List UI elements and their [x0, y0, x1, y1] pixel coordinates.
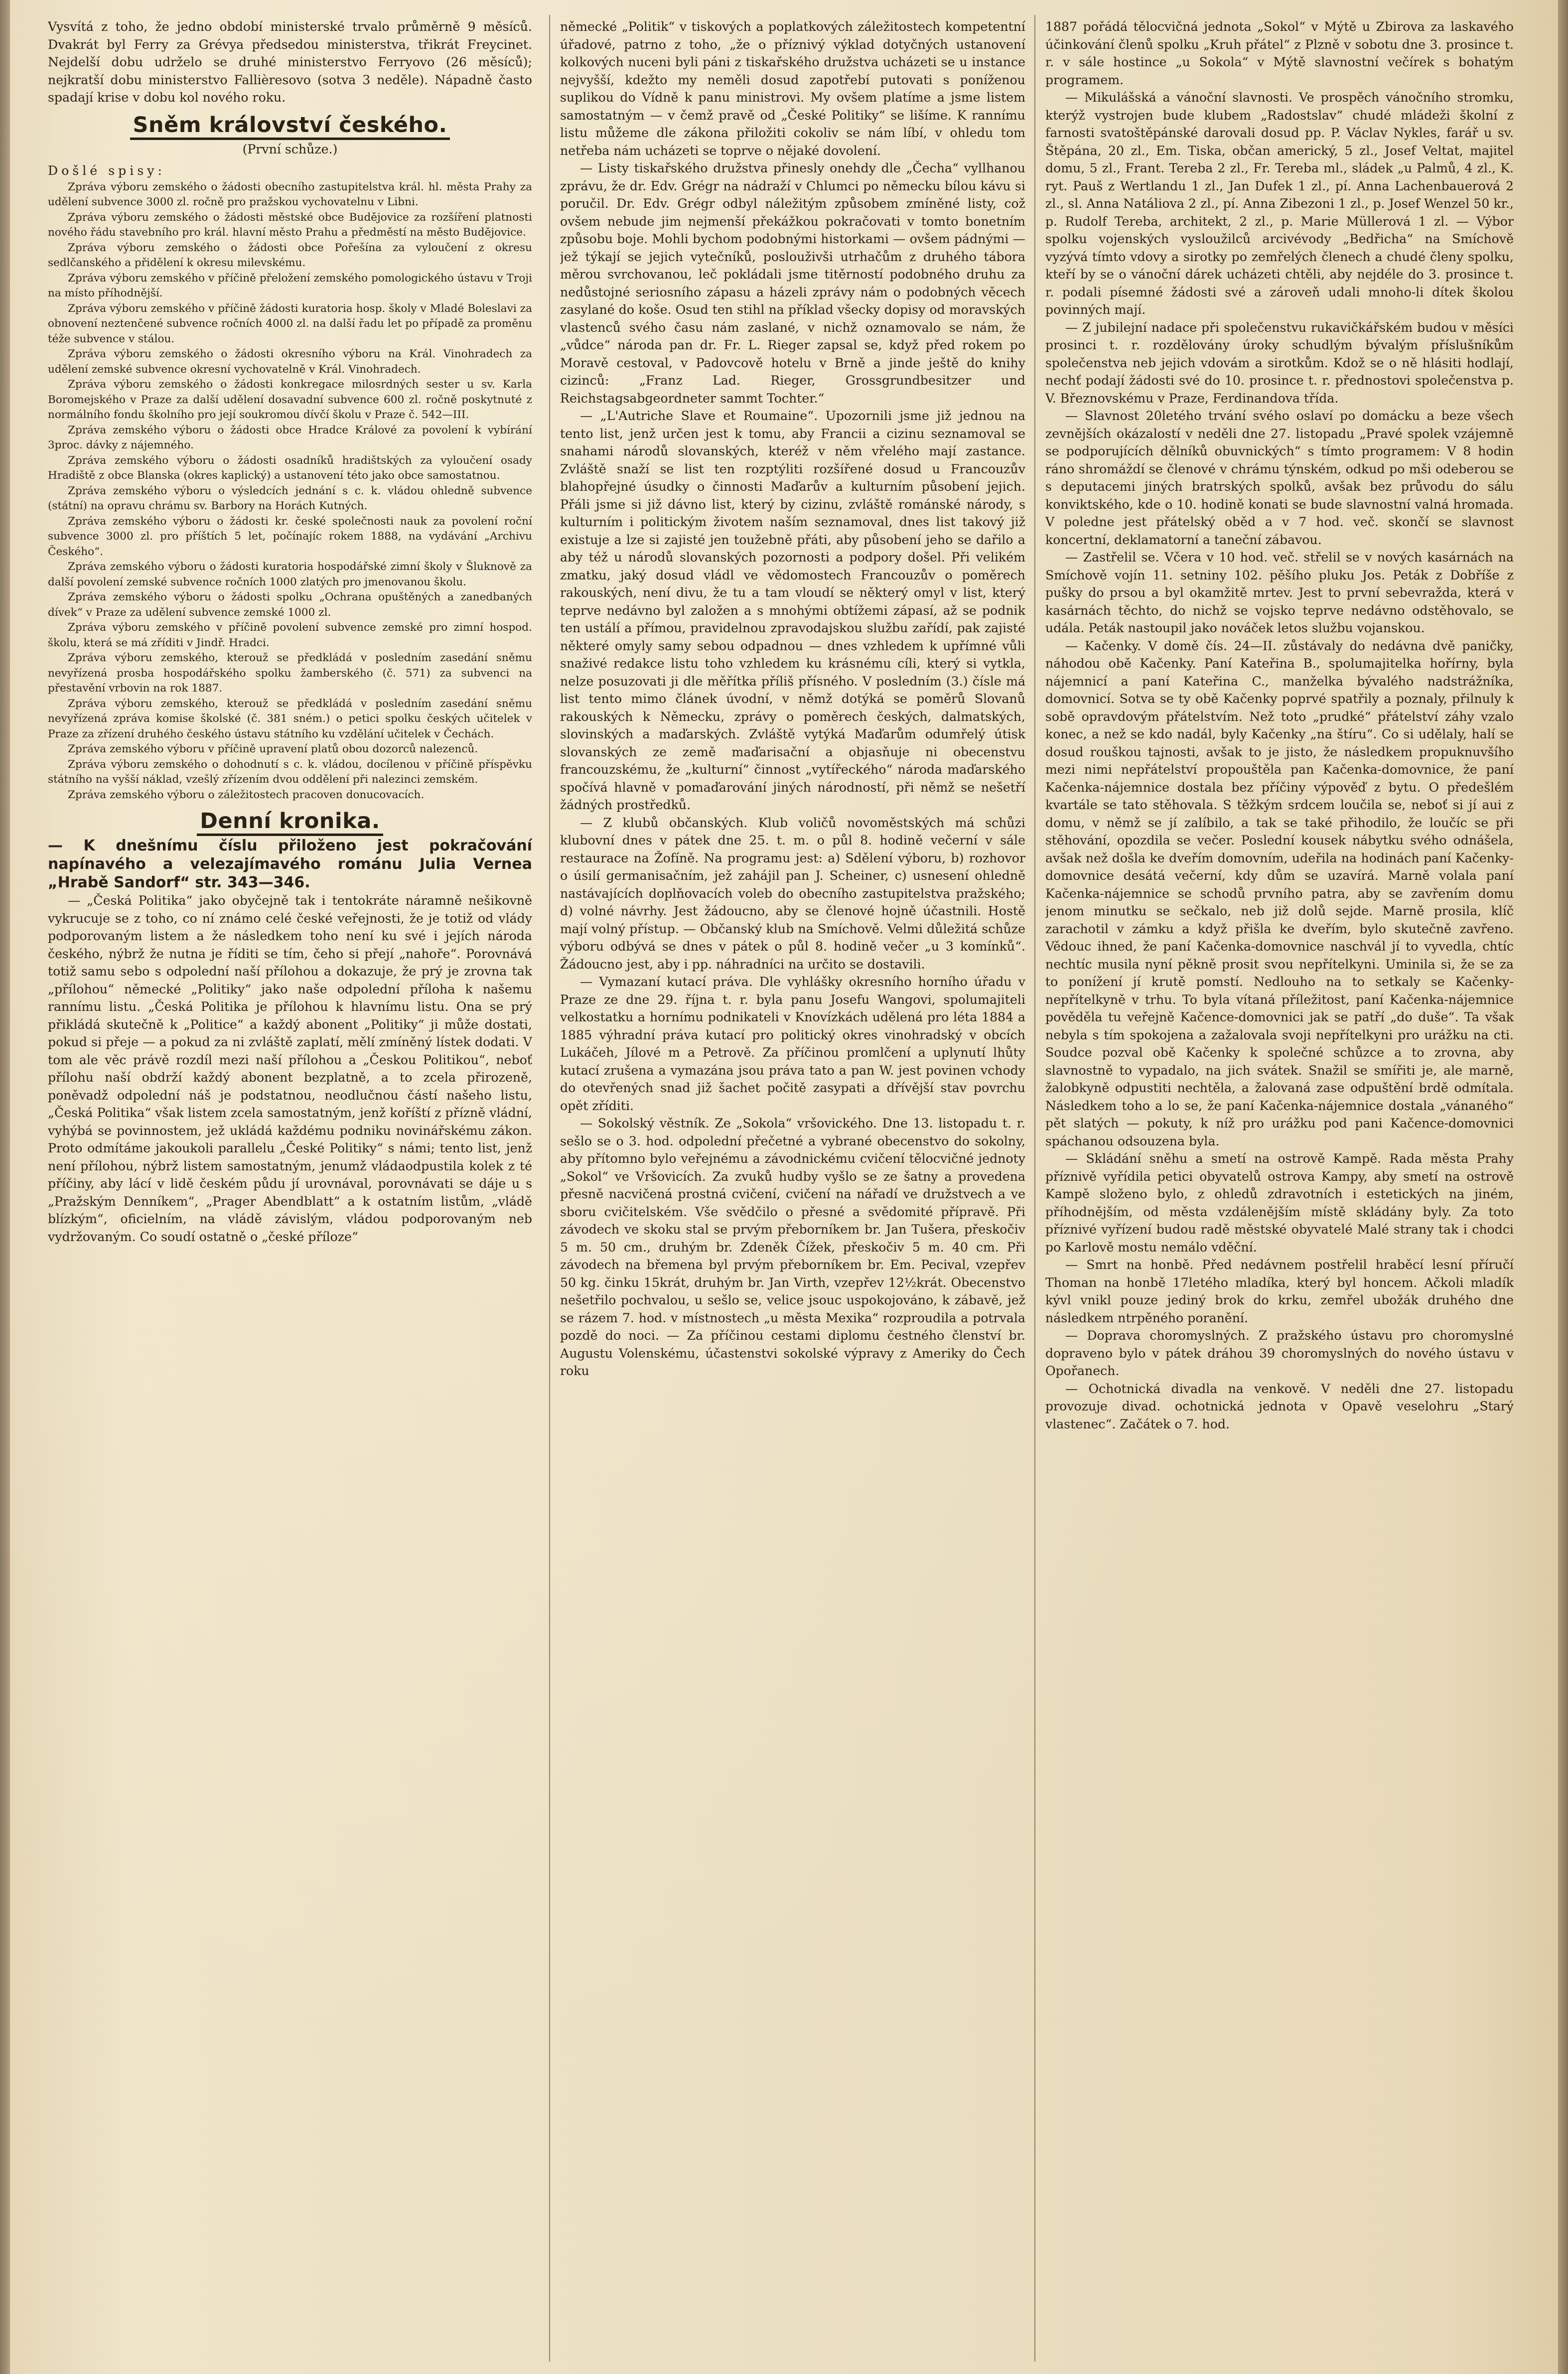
section-title [48, 808, 532, 835]
article-paragraph: německé „Politik“ v tiskových a poplatkových záležitostech kompetentní úřadové, patrno z toho, „že o příznivý výklad dotyčných ustanovení kolkových nuceni byli páni z tiskařského družstva ucházeti se u instance nejvyšší, kdežto my neměli dosud zapotřebí putovati s poníženou suplikou do Vídně k panu ministrovi. My ovšem platíme a jsme listem samostatným — v čemž pravě od „České Politiky“ se lišíme. K rannímu listu můžeme dle zákona přiložiti cokoliv se nám líbí, v ohledu tom netřeba nám ucházeti se toprve o nějaké dovolení. [560, 19, 1025, 158]
article-paragraph: Zpráva zemského výboru o žádosti kr. české společnosti nauk za povolení roční subvence 3000 zl. pro příštích 5 let, počínajíc rokem 1888, na vydávání „Archivu Českého“. [48, 515, 532, 558]
section-title-text: Denní kronika. [197, 809, 383, 836]
article-paragraph: Zpráva výboru zemského o žádosti obce Pořešína za vyloučení z okresu sedlčanského a přidělení k okresu milevskému. [48, 241, 532, 269]
article-paragraph: — „L'Autriche Slave et Roumaine“. Upozornili jsme již jednou na tento list, jenž určen jest k tomu, aby Francii a cizinu seznamoval se snahami národů slovanských, kteréž v něm vřelého mají zastance. Zvláště snaží se list ten rozptýliti rozšířené dosud u Francouzův blahopřejné úsudky o činnosti Maďarův a kulturním působení jejich. Přáli jsme si již dávno list, který by cizinu, zvláště románské národy, s kulturním i politickým životem naším seznamoval, dnes list takový již existuje a lze si zajisté jen toužebně přáti, aby působení jeho se dařilo a aby též u národů slovanských pozornosti a podpory došel. Při velikém zmatku, jaký dosud vládl ve vědomostech Francouzův o poměrech rakouských, není divu, že tu a tam vloudí se některý omyl v list, který teprve nedávno byl založen a s mnohými obtížemi zápasí, až se podnik ten ustálí a přímou, pravidelnou zpravodajskou službu zařídí, pak zajisté některé omyly samy sebou odpadnou — dnes vzhledem k upřímné vůli snaživé redakce listu toho vzhledem ku krásnému cíli, který si vytkla, nelze posuzovati ji dle měřítka příliš přísného. V posledním (3.) čísle má list tento mimo článek úvodní, v němž dotýká se poměrů Slovanů rakouských k Německu, zprávy o poměrech českých, dalmatských, slovinských a maďarských. Zvláště vytýká Maďarům odumřelý útisk slovanských ze země maďarisační a objasňuje ni obecenstvu francouzskému, že „kulturní“ činnost „vytířeckého“ národa maďarského spočívá hlavně v pomaďarování jiných národností, při němž se nešetří žádných prostředků. [560, 409, 1025, 812]
article-paragraph: — Skládání sněhu a smetí na ostrově Kampě. Rada města Prahy příznivě vyřídila petici obyvatelů ostrova Kampy, aby smetí na ostrově Kampě složeno bylo, z ohledů zdravotních i estetických na jiném, příhodnějším, od města vzdálenějším místě skládány byly. Za toto příznivé vyřízení budou radě městské obyvatelé Malé strany tak i chodci po Karlově mostu nemálo vděční. [1045, 1151, 1514, 1255]
article-paragraph: — Mikulášská a vánoční slavnosti. Ve prospěch vánočního stromku, kterýž vystrojen bude klubem „Radostslav“ chudé mládeži školní z farnosti svatoštěpánské darovali dosud pp. P. Václav Nykles, farář u sv. Štěpána, 20 zl., Em. Tiska, občan americký, 5 zl., Josef Veltat, majitel domu, 5 zl., Frant. Tereba 2 zl., Fr. Tereba ml., sládek „u Palmů, 4 zl., K. ryt. Pauš z Wertlandu 1 zl., Jan Dufek 1 zl., pí. Anna Lachenbauerová 2 zl., sl. Anna Natáliova 2 zl., pí. Anna Zibezoni 1 zl., p. Josef Wenzel 50 kr., p. Rudolf Tereba, architekt, 2 zl., p. Marie Müllerová 1 zl. — Výbor spolku vojenských vysloužilců arcivévody „Bedřicha“ na Smíchově vyzývá tímto vdovy a sirotky po zemřelých členech a chudé členy spolku, kteří by se o vánoční dárek ucházeti chtěli, aby nejdéle do 3. prosince t. r. podali písemné žádosti své a zároveň udali mnoho-li dítek školou povinných mají. [1045, 90, 1514, 317]
column-1 [48, 18, 532, 2360]
article-paragraph: — Kačenky. V domě čís. 24—II. zůstávaly do nedávna dvě paničky, náhodou obě Kačenky. Paní Kateřina B., spolumajitelka hořírny, byla nájemnicí a paní Kateřina C., manželka bývalého nadstrážníka, domovnicí. Sotva se ty obě Kačenky poprvé spatřily a poznaly, přilnuly k sobě opravdovým přátelstvím. Než toto „prudké“ přátelství záhy vzalo konec, a než se kdo nadál, byly Kačenky „na štíru“. Co si udělaly, halí se dosud rouškou tajnosti, avšak to je jisto, že následkem propuknuvšího mezi nimi nepřátelství propouštěla pan Kačenka-domovnice, že paní Kačenka-nájemnice dostala bez příčiny výpověď z bytu. O předešlém kvartále se tato stěhovala. S těžkým srdcem loučila se, neboť si jí aui z domu, v němž se jí zalíbilo, a tak se také přihodilo, že loučíc se při stěhování, opozdila se večer. Poslední kousek nábytku svého odnášela, avšak než došla ke dveřím domovním, udeřila na hodinách paní Kačenky-domovnice desátá večerní, kdy dům se uzavírá. Marně volala paní Kačenka-nájemnice se schodů prvního patra, aby se zavřením domu jenom minutku se sečkalo, neb již dolů sejde. Marně prosila, klíč zarachotil v zámku a když přišla ke dveřím, bylo skutečně zavřeno. Vědouc ihned, že paní Kačenka-domovnice naschvál jí to vyvedla, chtíc nechtíc musila nyní pěkně prosit svou nepřítelkyni. Uminila si, že se za to ponížení jí krutě pomstí. Nedlouho na to setkaly se Kačenky-nepřítelkyně v trhu. To byla vítaná příležitost, paní Kačenka-nájemnice pověděla tu veřejně Kačence-domovnici jak se patří „do duše“. Ta však nebyla s tím spokojena a zažalovala svoji nepřítelkyni pro urážku na cti. Soudce pozval obě Kačenky k společné schůzce a to zrovna, aby slavnostně to vypadalo, na jich svátek. Snažil se smířiti je, ale marně, žalobkyně odpustiti nechtěla, a žalovaná zase odpuštění brdě odmítala. Následkem toho a lo se, že paní Kačenka-nájemnice dostala „vánaného“ pět slatých — pokuty, k níž pro urážku pod pani Kačence-domovnici spáchanou odsouzena byla. [1045, 638, 1514, 1148]
article-paragraph: Zpráva zemského výboru o výsledcích jednání s c. k. vládou ohledně subvence (státní) na opravu chrámu sv. Barbory na Horách Kutných. [48, 484, 532, 512]
article-paragraph: Zpráva výboru zemského v příčině přeložení zemského pomologického ústavu v Troji na místo příhodnější. [48, 272, 532, 299]
section-title-text: Sněm království českého. [130, 113, 450, 140]
article-paragraph: — „Česká Politika“ jako obyčejně tak i tentokráte náramně nešikovně vykrucuje se z toho, co ní známo celé české veřejnosti, že je totiž od vlády podporovaným listem a že následkem toho není ku své i jejích národa českého, nýbrž že nutna je říditi se tím, čeho si přejí „nahoře“. Porovnává totiž samu sebo s odpolední naší přílohou a dokazuje, že prý je zrovna tak „přílohou“ německé „Politiky“ jako naše odpolední příloha k našemu rannímu listu. „Česká Politika je přílohou k hlavnímu listu. Ona se prý přikládá skutečně k „Politice“ a každý abonent „Politiky“ ji může dostati, pokud si přeje — a pokud za ni zvláště zaplatí, mělí zmíněný lístek dodati. V tom ale věc právě rozdíl mezi naší přílohou a „Českou Politikou“, neboť přílohu naší obdrží každý abonent bezplatně, a to zcela přirozeně, poněvadž odpolední náš je podstatnou, neodlučnou částí našeho listu, „Česká Politika“ však listem zcela samostatným, jenž koříští z přízně vládní, vyhýbá se povinnostem, jež ukládá každému podniku novinářskému zákon. Proto odmítáme jakoukoli parallelu „České Politiky“ s námi; tento list, jenž není přílohou, nýbrž listem samostatným, jenumž vládaodpustila kolek z té příčiny, aby lácí v lidě českém půdu jí urovnával, porovnávati se dáje u s „Pražským Denníkem“, „Prager Abendblatt“ a k ostatním listům, „vládě blízkým“, oficielním, na vládě závislým, vládou podporovaným neb vydržovaným. Co soudí ostatně o „české příloze“ [48, 893, 532, 1244]
article-paragraph: Zpráva výboru zemského v příčině žádosti kuratoria hosp. školy v Mladé Boleslavi za obnovení neztenčené subvence ročních 4000 zl. na další řadu let po případě za proměnu téže subvence v stálou. [48, 302, 532, 345]
lead-notice: — K dnešnímu číslu přiloženo jest pokračování napínavého a velezajímavého románu Julia Vernea „Hrabě Sandorf“ str. 343—346. [48, 837, 532, 891]
article-paragraph: — Vymazaní kutací práva. Dle vyhlášky okresního horního úřadu v Praze ze dne 29. října t. r. byla panu Josefu Wangovi, spolumajiteli velkostatku a hornímu podnikateli v Knovízkách udělená pro léta 1884 a 1885 výhradní práva kutací pro politický okres vinohradský v obcích Lukáčeh, Jílové m a Petrově. Za příčinou promlčení a uplynutí lhůty kutací zrušena a vymazána jsou práva tato a pan W. jest povinen vchody do otevřených snad již šachet počitě zasypati a dřívější stav povrchu opět zříditi. [560, 975, 1025, 1113]
article-paragraph: Zpráva zemského výboru o záležitostech pracoven donucovacích. [68, 788, 425, 801]
article-paragraph: Zpráva zemského výboru v příčině upravení platů obou dozorců nalezenců. [68, 743, 478, 755]
page-edge-left [0, 0, 10, 2374]
article-paragraph: Vysvítá z toho, že jedno období ministerské trvalo průměrně 9 měsíců. Dvakrát byl Ferry za Grévya předsedou ministerstva, třikrát Freycinet. Nejdelší dobu udrželo se druhé ministerstvo Ferryovo (26 měsíců); nejkratší dobu ministerstvo Fallièresovo (sotva 3 neděle). Nápadně často spadají krise v dobu kol nového roku. [48, 19, 532, 105]
article-paragraph: — Zastřelil se. Včera v 10 hod. več. střelil se v nových kasárnách na Smíchově vojín 11. setniny 102. pěšího pluku Jos. Peták z Dobříše z pušky do prsou a byl okamžitě mrtev. Jest to první sebevražda, která v kasárnách těchto, do nichž se vojsko teprve nedávno odstěhovalo, se udála. Peták nastoupil jako nováček letos službu vojanskou. [1045, 550, 1514, 635]
article-paragraph: — Slavnost 20letého trvání svého oslaví po domácku a beze všech zevnějších okázalostí v neděli dne 27. listopadu „Pravé spolek vzájemně se podporujících dělníků obuvnických“ s tímto programem: V 8 hodin ráno shromáždí se členové v chrámu týnském, odkud po mši odeberou se s deputacemi jiných bratrských spolků, avšak bez průvodu do sálu konviktského, kde o 10. hodině konati se bude slavnostní valná hromada. V poledne jest přátelský oběd a v 7 hod. več. skončí se slavnost koncertní, deklamatorní a taneční zábavou. [1045, 409, 1514, 547]
article-paragraph: — Ochotnická divadla na venkově. V neděli dne 27. listopadu provozuje divad. ochotnická jednota v Opavě veselohru „Starý vlastenec“. Začátek o 7. hod. [1045, 1381, 1514, 1431]
article-paragraph: Zpráva výboru zemského o žádosti městské obce Budějovice za rozšíření platnosti nového řádu stavebního pro král. hlavní město Prahu a předměstí na město Budějovice. [48, 211, 532, 239]
article-paragraph: 1887 pořádá tělocvičná jednota „Sokol“ v Mýtě u Zbirova za laskavého účinkování členů spolku „Kruh přátel“ z Plzně v sobotu dne 3. prosince t. r. v sále hostince „u Sokola“ v Mýtě slavnostní večírek s bohatým programem. [1045, 19, 1514, 87]
column-3 [1045, 18, 1514, 2360]
article-paragraph: — Listy tiskařského družstva přinesly onehdy dle „Čecha“ vyllhanou zprávu, že dr. Edv. Grégr na nádraží v Chlumci po německu bílou kávu si poručil. Dr. Edv. Grégr odbyl náležitým způsobem zmíněné listy, což ovšem nebude jim nejmenší překážkou pokračovati v tomto bonetním způsobu boje. Mohli bychom podobnými historkami — ovšem pádnými — jež týkají se jejich vytečníků, poslouživši utrhačům z druhého tábora měrou svrchovanou, leč pokládali jsme titěrností podobného druhu za nedůstojné seriosního zápasu a házeli zprávy nám o podobných věcech zasylané do koše. Osud ten stihl na příklad všecky dopisy od moravských vlastenců svého času nám zaslané, v nichž oznamovalo se nám, že „vůdce“ národa pan dr. Fr. L. Rieger zapsal se, když před rokem po Moravě cestoval, v Padovcově hotelu v Brně a jinde ještě do knihy cizinců: „Franz Lad. Rieger, Grossgrundbesitzer und Reichstagsabgeordneter sammt Tochter.“ [560, 161, 1025, 406]
column-2 [560, 18, 1025, 2360]
article-paragraph: Zpráva zemského výboru o žádosti kuratoria hospodářské zimní školy v Šluknově za další povolení zemské subvence ročních 1000 zlatých pro jmenovanou školu. [48, 560, 532, 588]
article-paragraph: Zpráva výboru zemského v příčině povolení subvence zemské pro zimní hospod. školu, která se má zříditi v Jindř. Hradci. [48, 621, 532, 649]
article-paragraph: Zpráva výboru zemského o dohodnutí s c. k. vládou, docílenou v příčině příspěvku státního na vyšší náklad, vzešlý zřízením dvou oddělení při nalezinci zemském. [48, 758, 532, 786]
article-paragraph: Zpráva výboru zemského o žádosti okresního výboru na Král. Vinohradech za udělení zemské subvence okresní vychovatelně v Král. Vinohradech. [48, 348, 532, 376]
article-paragraph: Zpráva výboru zemského, kterouž se předkládá v posledním zasedání sněmu nevyřízená zpráva komise školské (č. 381 sném.) o petici spolku českých učitelek v Praze za zřízení druhého českého ústavu státního ku vzdělání učitelek v Čechách. [48, 697, 532, 740]
section-subtitle: (První schůze.) [242, 141, 338, 156]
article-paragraph: — Z klubů občanských. Klub voličů novoměstských má schůzi klubovní dnes v pátek dne 25. t. m. o půl 8. hodině večerní v sále restaurace na Žofíně. Na programu jest: a) Sdělení výboru, b) rozhovor o úsilí germanisačním, jež zahájil pan J. Scheiner, c) usnesení ohledně nastávajících doplňovacích voleb do obecního zastupitelstva pražského; d) volné návrhy. Jest žádoucno, aby se členové hojně účastnili. Hostě mají volný přístup. — Občanský klub na Smíchově. Velmi důležitá schůze výboru odbývá se dnes v pátek o půl 8. hodině večer „u 3 komínků“. Žádoucno jest, aby i pp. náhradníci na určito se dostavili. [560, 815, 1025, 972]
article-paragraph: Došlé spisy: [48, 163, 165, 178]
article-paragraph: Zpráva výboru zemského, kterouž se předkládá v posledním zasedání sněmu nevyřízená prosba hospodářského spolku žamberského (č. 571) za subvenci na přestavění vrbovin na rok 1887. [48, 652, 532, 695]
article-paragraph: Zpráva výboru zemského o žádosti konkregace milosrdných sester u sv. Karla Boromejského v Praze za další udělení dosavadní subvence 600 zl. ročně poskytnuté z normálního fondu školního pro její soukromou dívčí školu v Praze č. 542—III. [48, 378, 532, 421]
article-paragraph: Zpráva výboru zemského o žádosti obecního zastupitelstva král. hl. města Prahy za udělení subvence 3000 zl. ročně pro pražskou vychovatelnu v Libni. [48, 180, 532, 208]
article-paragraph: Zpráva zemského výboru o žádosti osadníků hradištských za vyloučení osady Hradiště z obce Blanska (okres kaplický) a ustanovení této jako obce samostatnou. [48, 454, 532, 482]
section-title [48, 112, 532, 139]
article-paragraph: Zpráva zemského výboru o žádosti spolku „Ochrana opuštěných a zanedbaných dívek“ v Praze za udělení subvence zemské 1000 zl. [48, 591, 532, 619]
column-rule-1 [549, 15, 550, 2362]
article-paragraph: — Smrt na honbě. Před nedávnem postřelil hraběcí lesní příručí Thoman na honbě 17letého mladíka, který byl honcem. Ačkoli mladík kývl vnikl pouze jediný brok do krku, zemřel ubožák druhého dne následkem ntrpěného poranění. [1045, 1257, 1514, 1325]
column-rule-2 [1034, 15, 1035, 2362]
article-paragraph: — Doprava choromyslných. Z pražského ústavu pro choromyslné dopraveno bylo v pátek dráhou 39 choromyslných do nového ústavu v Opořanech. [1045, 1328, 1514, 1378]
article-paragraph: — Sokolský věstník. Ze „Sokola“ vršovického. Dne 13. listopadu t. r. sešlo se o 3. hod. odpolední přečetné a vybrané obecenstvo do sokolny, aby přítomno bylo veřejnému a závodnickému cvičení tělocvičné jednoty „Sokol“ ve Vršovicích. Za zvuků hudby vyšlo se ze šatny a provedena přesně nacvičená prostná cvičení, cvičení na nářadí ve družstvech a ve sboru cvičitelském. Vše svědčilo o přesné a svědomité přípravě. Při závodech ve skoku stal se prvým přeborníkem br. Jan Tušera, přeskočiv 5 m. 50 cm., druhým br. Zdeněk Čížek, přeskočiv 5 m. 40 cm. Při závodech na břemena byl prvým přeborníkem br. Em. Pecival, vzepřev 50 kg. činku 15krát, druhým br. Jan Virth, vzepřev 12½krát. Obecenstvo nešetřilo pochvalou, u sešlo se, velice jsouc uspokojováno, k zábavě, jež se rázem 7. hod. v místnostech „u města Mexika“ rozproudila a potrvala pozdě do noci. — Za příčinou cestami diplomu čestného členství br. Augustu Volenskému, účastenstvi sokolské výpravy z Ameriky do Čech roku [560, 1116, 1025, 1378]
article-paragraph: Zpráva zemského výboru o žádosti obce Hradce Králové za povolení k vybírání 3proc. dávky z nájemného. [48, 423, 532, 451]
page-edge-right [1558, 0, 1568, 2374]
article-paragraph: — Z jubilejní nadace při společenstvu rukavičkářském budou v měsíci prosinci t. r. rozdělovány úroky schudlým bývalým příslušníkům společenstva neb jejich vdovám a sirotkům. Kdož se o ně hlásiti hodlají, nechť podají žádosti své do 10. prosince t. r. přednostovi společenstva p. V. Březnovskému v Praze, Ferdinandova třída. [1045, 320, 1514, 406]
